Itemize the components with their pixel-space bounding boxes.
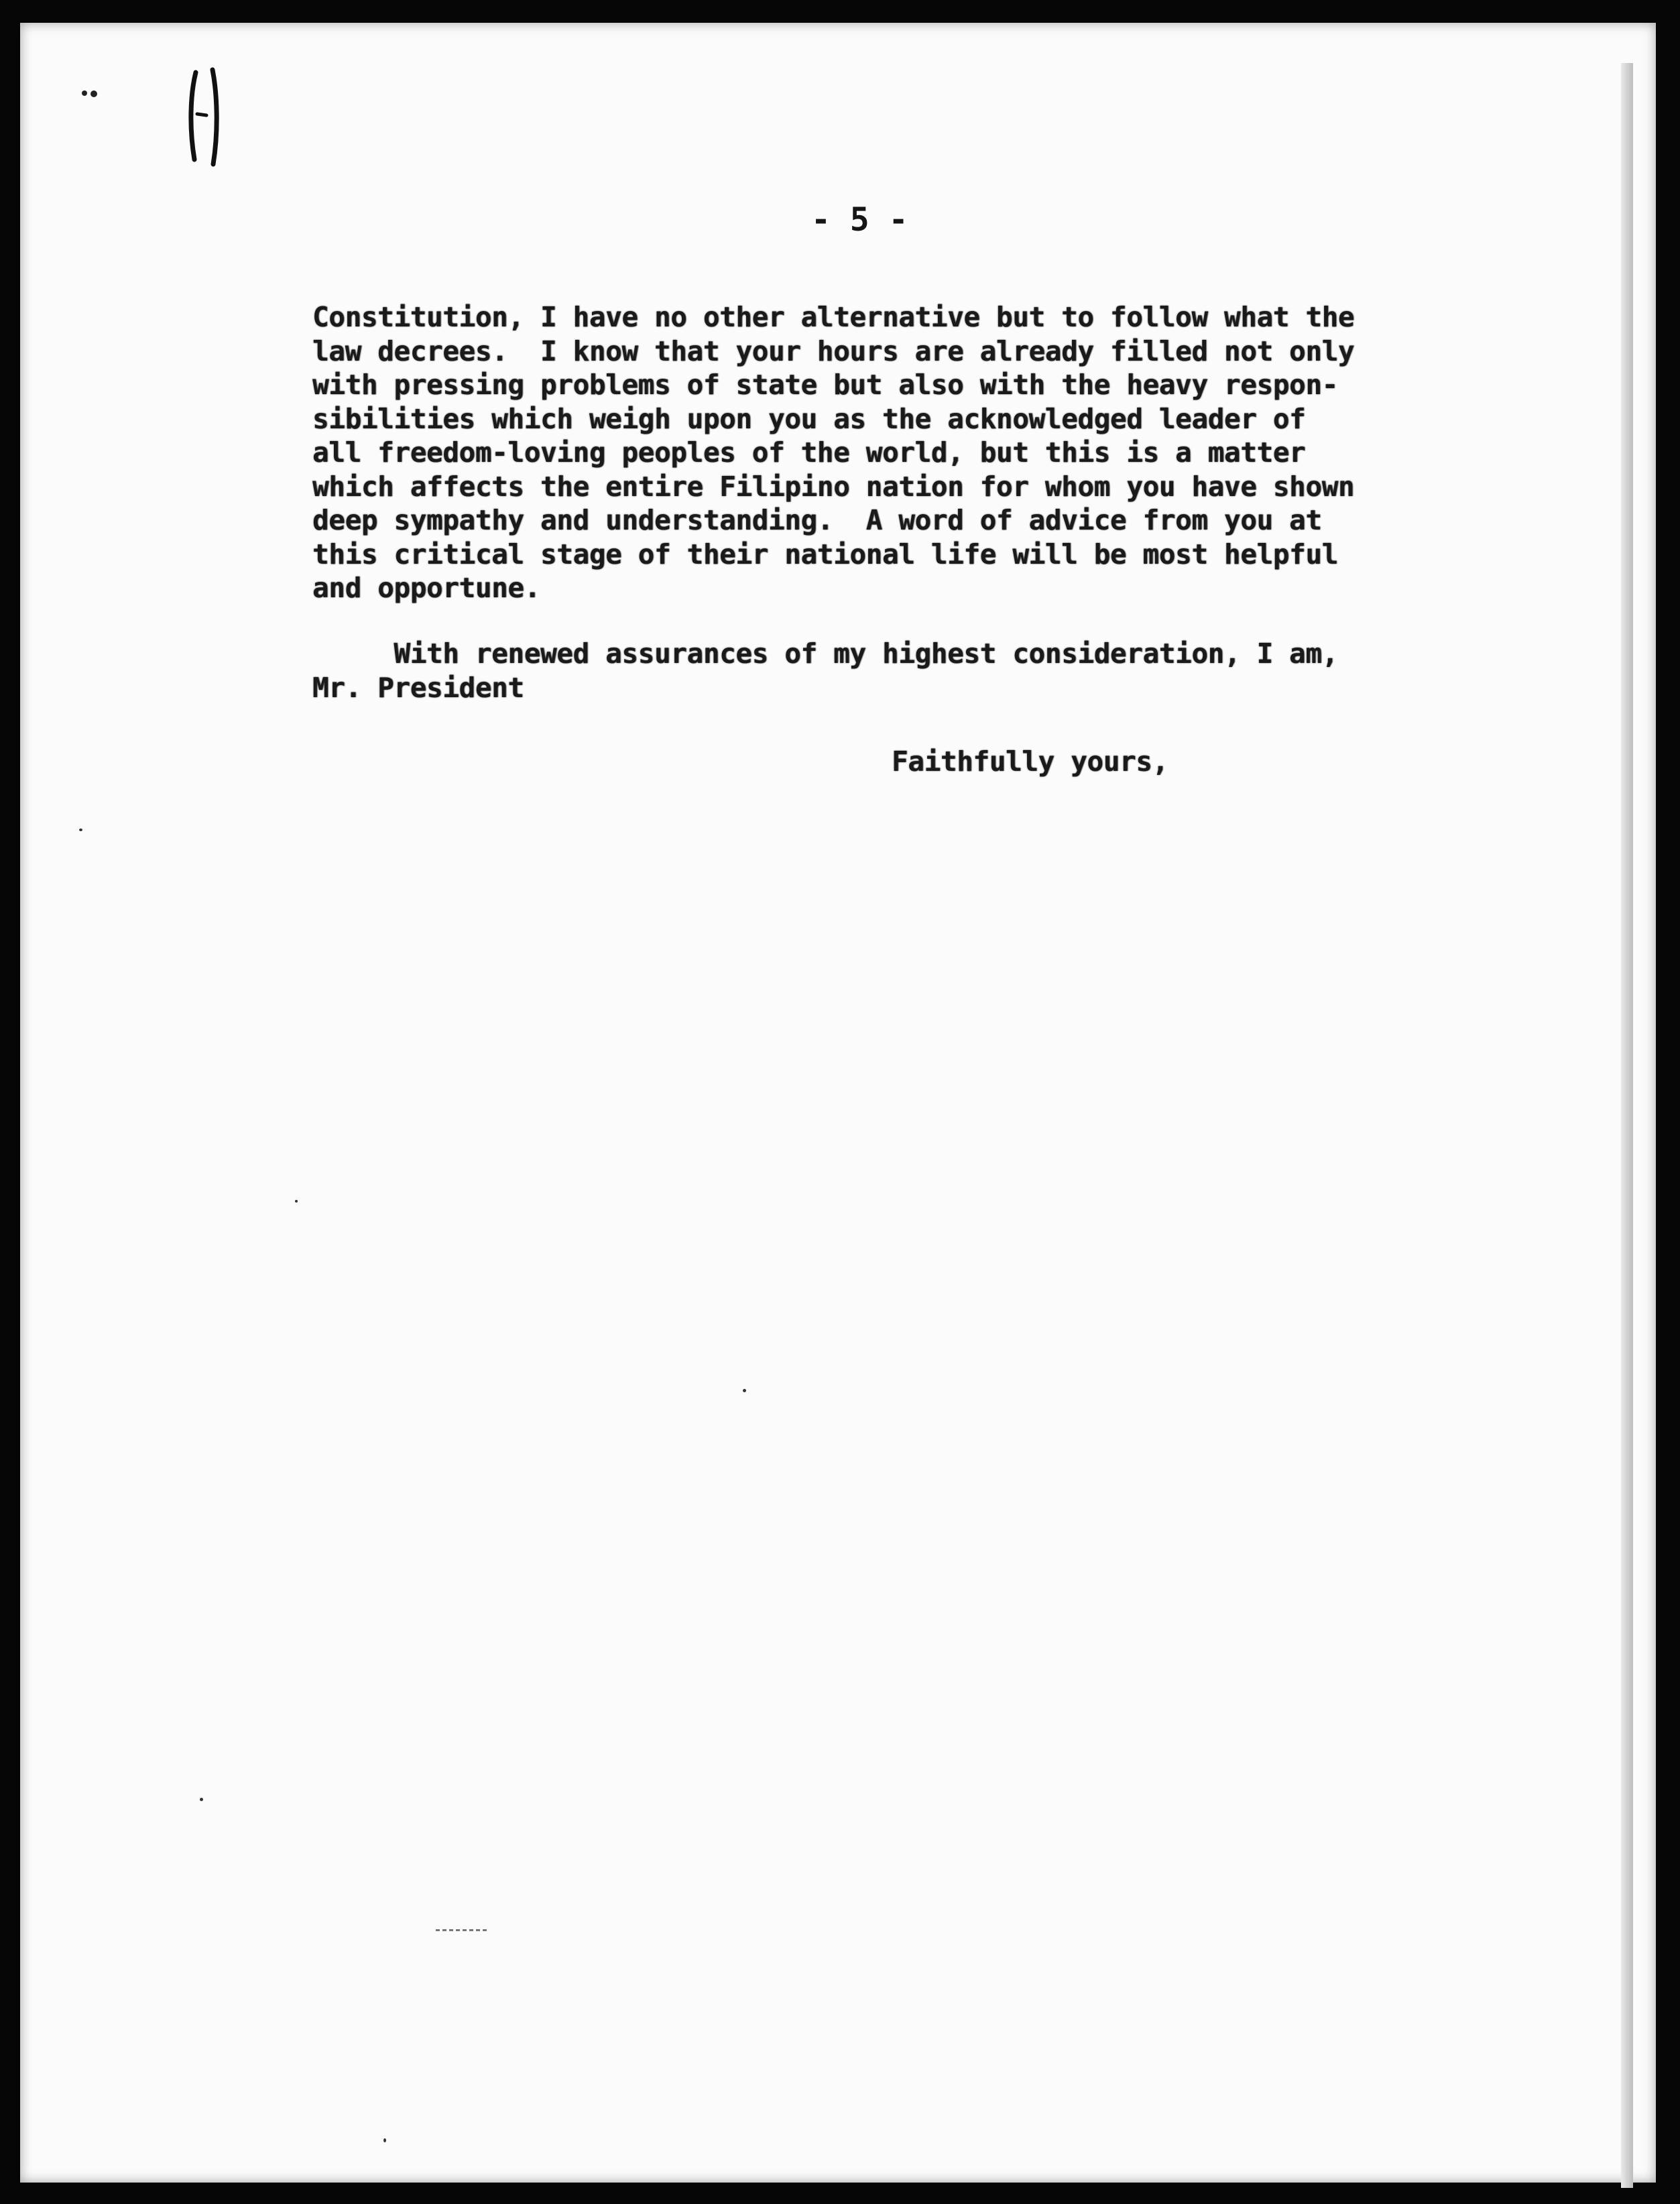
paper-speck	[79, 829, 82, 831]
body-line: this critical stage of their national life will be most helpful	[312, 538, 1338, 570]
body-line: Constitution, I have no other alternative but to follow what the	[312, 301, 1355, 333]
body-line: and opportune.	[312, 572, 540, 604]
page-edge	[1621, 63, 1633, 2188]
ink-dots	[80, 88, 101, 98]
body-line: all freedom-loving peoples of the world, but this is a matter	[312, 436, 1306, 469]
closing-line: With renewed assurances of my highest consideration, I am,	[312, 637, 1338, 670]
paper-speck	[743, 1389, 746, 1392]
signoff: Faithfully yours,	[892, 745, 1168, 778]
pencil-mark	[436, 1929, 489, 1931]
body-line: sibilities which weigh upon you as the acknowledged leader of	[312, 402, 1306, 435]
letter-closing	[312, 637, 1439, 705]
bracket-mark-icon	[176, 67, 229, 168]
body-line: deep sympathy and understanding. A word of advice from you at	[312, 504, 1322, 536]
body-line: which affects the entire Filipino nation for whom you have shown	[312, 470, 1355, 503]
page-number: - 5 -	[811, 201, 908, 239]
paper-speck	[200, 1798, 203, 1801]
closing-line: Mr. President	[312, 671, 524, 704]
body-line: with pressing problems of state but also with the heavy respon-	[312, 369, 1338, 401]
paper-speck	[295, 1200, 298, 1203]
paper-speck	[383, 2138, 386, 2142]
letter-body	[312, 300, 1425, 605]
body-line: law decrees. I know that your hours are already filled not only	[312, 334, 1355, 367]
